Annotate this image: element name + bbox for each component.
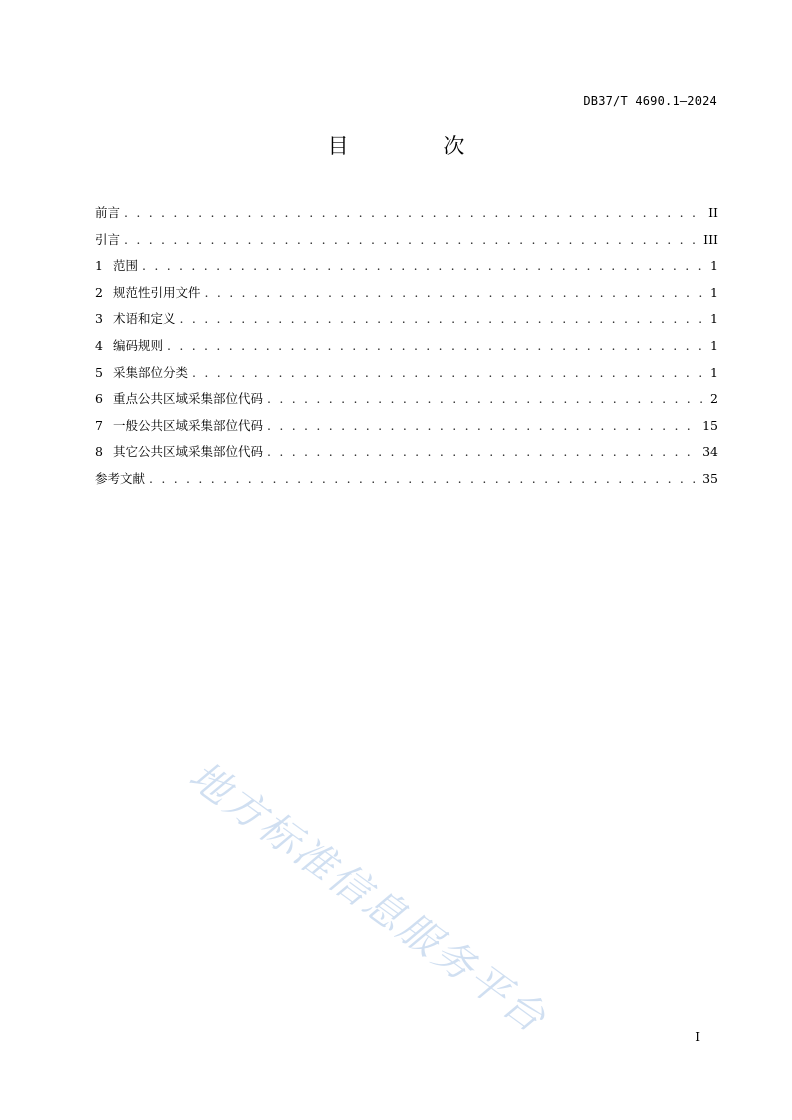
toc-leader-dots (124, 232, 699, 247)
toc-label: 参考文献 (95, 470, 146, 486)
toc-entry-other-areas[interactable] (95, 442, 718, 469)
toc-label: 一般公共区域采集部位代码 (113, 417, 264, 433)
toc-leader-dots (267, 418, 698, 433)
toc-leader-dots (167, 338, 704, 353)
toc-section-number: 2 (95, 284, 103, 300)
toc-entry-introduction[interactable] (95, 230, 718, 257)
toc-page-number: 1 (710, 311, 718, 327)
toc-section-number: 1 (95, 258, 103, 274)
toc-page-number: II (708, 205, 718, 220)
toc-leader-dots (192, 365, 704, 380)
toc-label: 编码规则 (113, 337, 164, 353)
watermark: 地方标准信息服务平台 (180, 752, 556, 1043)
toc-leader-dots (267, 444, 698, 459)
toc-entry-coding-rules[interactable] (95, 336, 718, 363)
toc-label: 采集部位分类 (113, 364, 189, 380)
toc-entry-key-areas[interactable] (95, 389, 718, 416)
toc-entry-bibliography[interactable] (95, 469, 718, 496)
toc-label: 重点公共区域采集部位代码 (113, 391, 264, 407)
toc-label: 范围 (113, 258, 139, 274)
toc-leader-dots (180, 311, 704, 326)
page-number: I (695, 1030, 700, 1044)
toc-leader-dots (124, 205, 704, 220)
toc-page-number: 1 (710, 284, 718, 300)
toc-section-number: 5 (95, 364, 103, 380)
toc-page-number: 35 (702, 470, 718, 486)
toc-page-number: 34 (702, 444, 718, 460)
toc-section-number: 6 (95, 391, 103, 407)
toc-page-number: 1 (710, 258, 718, 274)
toc-leader-dots (149, 471, 698, 486)
page-title: 目 次 (327, 134, 509, 158)
document-code: DB37/T 4690.1—2024 (583, 94, 717, 108)
toc-entry-general-areas[interactable] (95, 416, 718, 443)
toc-page-number: 1 (710, 364, 718, 380)
toc-page-number: III (703, 231, 718, 247)
toc-leader-dots (142, 258, 704, 273)
toc-section-number: 8 (95, 444, 103, 460)
toc-entry-scope[interactable] (95, 256, 718, 283)
toc-page-number: 2 (710, 391, 718, 407)
toc-leader-dots (205, 285, 704, 300)
toc-label: 规范性引用文件 (113, 284, 201, 300)
toc-entry-classification[interactable] (95, 363, 718, 390)
toc-label: 前言 (95, 205, 121, 220)
toc-entry-foreword[interactable] (95, 203, 718, 230)
toc-section-number: 7 (95, 417, 103, 433)
toc-page-number: 1 (710, 337, 718, 353)
toc-leader-dots (267, 391, 704, 406)
toc-label: 其它公共区域采集部位代码 (113, 444, 264, 460)
toc-entry-terms-definitions[interactable] (95, 309, 718, 336)
toc-entry-normative-references[interactable] (95, 283, 718, 310)
table-of-contents (95, 203, 718, 496)
toc-section-number: 4 (95, 337, 103, 353)
toc-section-number: 3 (95, 311, 103, 327)
toc-label: 引言 (95, 231, 121, 247)
toc-label: 术语和定义 (113, 311, 176, 327)
toc-page-number: 15 (702, 417, 718, 433)
